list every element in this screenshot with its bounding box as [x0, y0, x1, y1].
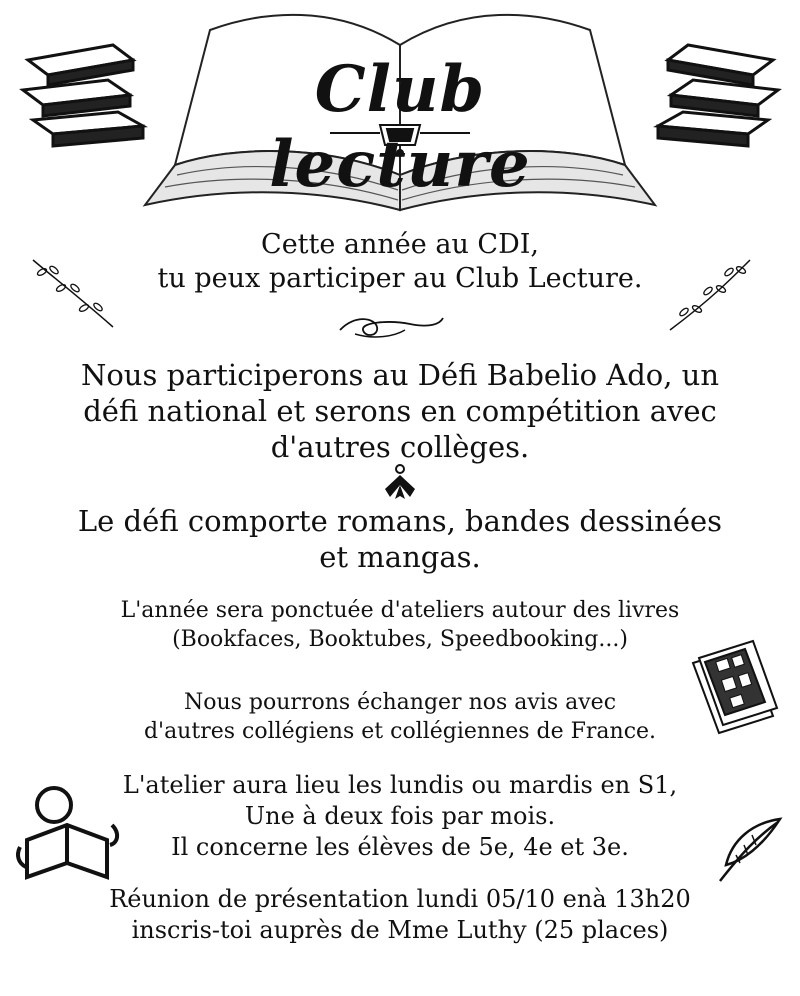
defi-text [0, 357, 800, 465]
horaires-line: Il concerne les élèves de 5e, 4e et 3e. [171, 833, 629, 861]
book-stack-icon [18, 40, 153, 155]
horaires-line: Une à deux fois par mois. [244, 802, 556, 830]
defi-line: d'autres collèges. [270, 430, 530, 464]
reunion-text [0, 884, 800, 946]
intro-line: tu peux participer au Club Lecture. [157, 263, 643, 294]
flourish-icon [335, 312, 445, 342]
quill-icon [712, 815, 784, 885]
contenu-text [0, 503, 800, 575]
echange-text [0, 688, 800, 746]
fan-ornament-icon [382, 463, 418, 501]
ateliers-text [0, 596, 800, 654]
horaires-line: L'atelier aura lieu les lundis ou mardis en S1, [122, 771, 678, 799]
defi-line: Nous participerons au Défi Babelio Ado, un [80, 358, 720, 392]
intro-line: Cette année au CDI, [261, 229, 539, 260]
page-title: Club lecture [269, 52, 531, 202]
horaires-text [0, 770, 800, 863]
contenu-line: et mangas. [319, 540, 481, 574]
defi-line: défi national et serons en compétition avec [83, 394, 717, 428]
reunion-line: inscris-toi auprès de Mme Luthy (25 places) [131, 916, 669, 944]
book-stack-icon [648, 40, 783, 155]
ateliers-line: (Bookfaces, Booktubes, Speedbooking...) [172, 627, 628, 652]
reunion-line: Réunion de présentation lundi 05/10 enà 13h20 [109, 885, 691, 913]
contenu-line: Le défi comporte romans, bandes dessinées [77, 504, 723, 538]
echange-line: Nous pourrons échanger nos avis avec [183, 690, 617, 715]
ateliers-line: L'année sera ponctuée d'ateliers autour des livres [120, 598, 680, 623]
intro-text [0, 228, 800, 296]
echange-line: d'autres collégiens et collégiennes de France. [143, 719, 657, 744]
